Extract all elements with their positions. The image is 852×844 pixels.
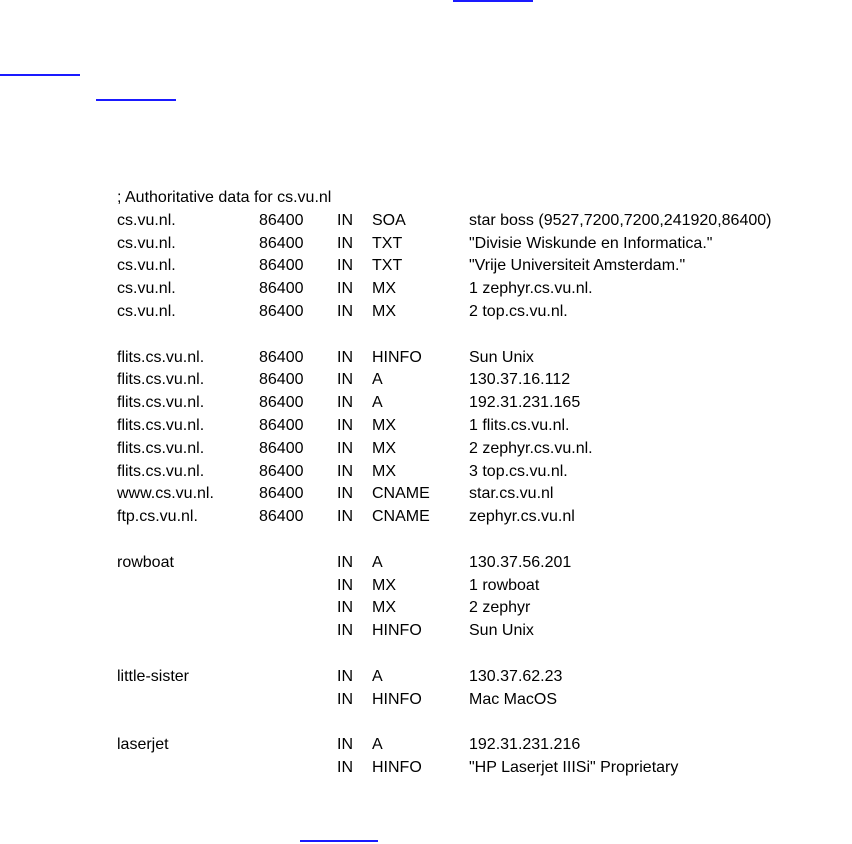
- group-separator: [117, 643, 852, 666]
- record-row: [117, 210, 852, 233]
- record-value: Mac MacOS: [469, 690, 558, 708]
- record-name: flits.cs.vu.nl.: [117, 462, 205, 480]
- record-name: rowboat: [117, 553, 174, 571]
- record-name: flits.cs.vu.nl.: [117, 348, 205, 366]
- record-value: 1 rowboat: [469, 576, 540, 594]
- record-type: A: [372, 394, 383, 412]
- record-class: IN: [337, 553, 353, 571]
- nav-link-bottom[interactable]: [300, 840, 378, 842]
- record-ttl: 86400: [259, 508, 304, 526]
- record-ttl: 86400: [259, 348, 304, 366]
- record-class: IN: [337, 280, 353, 298]
- nav-link-left[interactable]: [0, 74, 80, 76]
- record-type: A: [372, 371, 383, 389]
- record-row: [117, 757, 852, 780]
- record-name: cs.vu.nl.: [117, 211, 176, 229]
- record-value: 3 top.cs.vu.nl.: [469, 462, 568, 480]
- record-class: IN: [337, 416, 353, 434]
- record-value: "Divisie Wiskunde en Informatica.": [469, 234, 713, 252]
- record-row: [117, 483, 852, 506]
- record-class: IN: [337, 462, 353, 480]
- record-type: SOA: [372, 211, 406, 229]
- record-row: [117, 620, 852, 643]
- record-value: Sun Unix: [469, 348, 534, 366]
- record-class: IN: [337, 758, 353, 776]
- record-value: 130.37.62.23: [469, 667, 563, 685]
- record-name: cs.vu.nl.: [117, 280, 176, 298]
- record-row: [117, 233, 852, 256]
- record-type: HINFO: [372, 622, 422, 640]
- record-type: A: [372, 553, 383, 571]
- record-type: HINFO: [372, 348, 422, 366]
- record-value: Sun Unix: [469, 622, 534, 640]
- record-value: 2 zephyr: [469, 599, 531, 617]
- record-row: [117, 552, 852, 575]
- record-type: A: [372, 667, 383, 685]
- record-value: 192.31.231.216: [469, 736, 581, 754]
- record-class: IN: [337, 667, 353, 685]
- record-class: IN: [337, 622, 353, 640]
- record-class: IN: [337, 508, 353, 526]
- record-name: cs.vu.nl.: [117, 234, 176, 252]
- record-type: CNAME: [372, 485, 430, 503]
- record-value: star.cs.vu.nl: [469, 485, 554, 503]
- record-value: zephyr.cs.vu.nl: [469, 508, 575, 526]
- record-ttl: 86400: [259, 280, 304, 298]
- group-separator: [117, 711, 852, 734]
- record-name: cs.vu.nl.: [117, 302, 176, 320]
- record-ttl: 86400: [259, 394, 304, 412]
- record-value: 192.31.231.165: [469, 394, 581, 412]
- record-type: MX: [372, 576, 396, 594]
- record-row: [117, 392, 852, 415]
- record-ttl: 86400: [259, 462, 304, 480]
- group-separator: [117, 324, 852, 347]
- record-name: flits.cs.vu.nl.: [117, 439, 205, 457]
- record-value: 2 top.cs.vu.nl.: [469, 302, 568, 320]
- record-ttl: 86400: [259, 439, 304, 457]
- nav-link-left-secondary[interactable]: [96, 99, 176, 101]
- record-type: A: [372, 736, 383, 754]
- record-class: IN: [337, 394, 353, 412]
- record-value: 130.37.56.201: [469, 553, 572, 571]
- record-value: star boss (9527,7200,7200,241920,86400): [469, 211, 772, 229]
- record-value: 1 zephyr.cs.vu.nl.: [469, 280, 593, 298]
- record-class: IN: [337, 690, 353, 708]
- record-name: flits.cs.vu.nl.: [117, 394, 205, 412]
- record-type: HINFO: [372, 690, 422, 708]
- record-class: IN: [337, 599, 353, 617]
- record-class: IN: [337, 371, 353, 389]
- record-class: IN: [337, 257, 353, 275]
- record-type: MX: [372, 462, 396, 480]
- record-class: IN: [337, 348, 353, 366]
- record-ttl: 86400: [259, 416, 304, 434]
- record-value: "HP Laserjet IIISi" Proprietary: [469, 758, 679, 776]
- record-row: [117, 278, 852, 301]
- record-class: IN: [337, 485, 353, 503]
- record-class: IN: [337, 234, 353, 252]
- record-ttl: 86400: [259, 211, 304, 229]
- record-value: 130.37.16.112: [469, 371, 571, 389]
- record-type: CNAME: [372, 508, 430, 526]
- record-type: MX: [372, 416, 396, 434]
- record-row: [117, 255, 852, 278]
- record-row: [117, 597, 852, 620]
- record-type: HINFO: [372, 758, 422, 776]
- record-class: IN: [337, 439, 353, 457]
- record-value: 1 flits.cs.vu.nl.: [469, 416, 570, 434]
- record-row: [117, 347, 852, 370]
- record-row: [117, 734, 852, 757]
- record-name: laserjet: [117, 736, 169, 754]
- record-list: [117, 210, 852, 780]
- record-ttl: 86400: [259, 234, 304, 252]
- record-class: IN: [337, 302, 353, 320]
- record-name: www.cs.vu.nl.: [117, 485, 214, 503]
- nav-link-top[interactable]: [453, 0, 533, 2]
- record-row: [117, 575, 852, 598]
- record-value: 2 zephyr.cs.vu.nl.: [469, 439, 593, 457]
- record-row: [117, 415, 852, 438]
- record-name: cs.vu.nl.: [117, 257, 176, 275]
- record-type: TXT: [372, 234, 403, 252]
- record-row: [117, 438, 852, 461]
- zone-file-figure: [117, 187, 852, 780]
- record-name: flits.cs.vu.nl.: [117, 416, 205, 434]
- record-type: MX: [372, 439, 396, 457]
- record-ttl: 86400: [259, 371, 304, 389]
- record-ttl: 86400: [259, 257, 304, 275]
- record-type: MX: [372, 280, 396, 298]
- record-class: IN: [337, 576, 353, 594]
- record-ttl: 86400: [259, 485, 304, 503]
- record-type: MX: [372, 302, 396, 320]
- record-name: little-sister: [117, 667, 190, 685]
- record-class: IN: [337, 211, 353, 229]
- zone-comment: ; Authoritative data for cs.vu.nl: [117, 189, 332, 206]
- record-row: [117, 461, 852, 484]
- record-ttl: 86400: [259, 302, 304, 320]
- record-row: [117, 666, 852, 689]
- record-name: flits.cs.vu.nl.: [117, 371, 205, 389]
- record-type: TXT: [372, 257, 403, 275]
- record-row: [117, 301, 852, 324]
- record-class: IN: [337, 736, 353, 754]
- group-separator: [117, 529, 852, 552]
- record-row: [117, 689, 852, 712]
- record-row: [117, 506, 852, 529]
- record-name: ftp.cs.vu.nl.: [117, 508, 198, 526]
- record-value: "Vrije Universiteit Amsterdam.": [469, 257, 686, 275]
- record-type: MX: [372, 599, 396, 617]
- record-row: [117, 369, 852, 392]
